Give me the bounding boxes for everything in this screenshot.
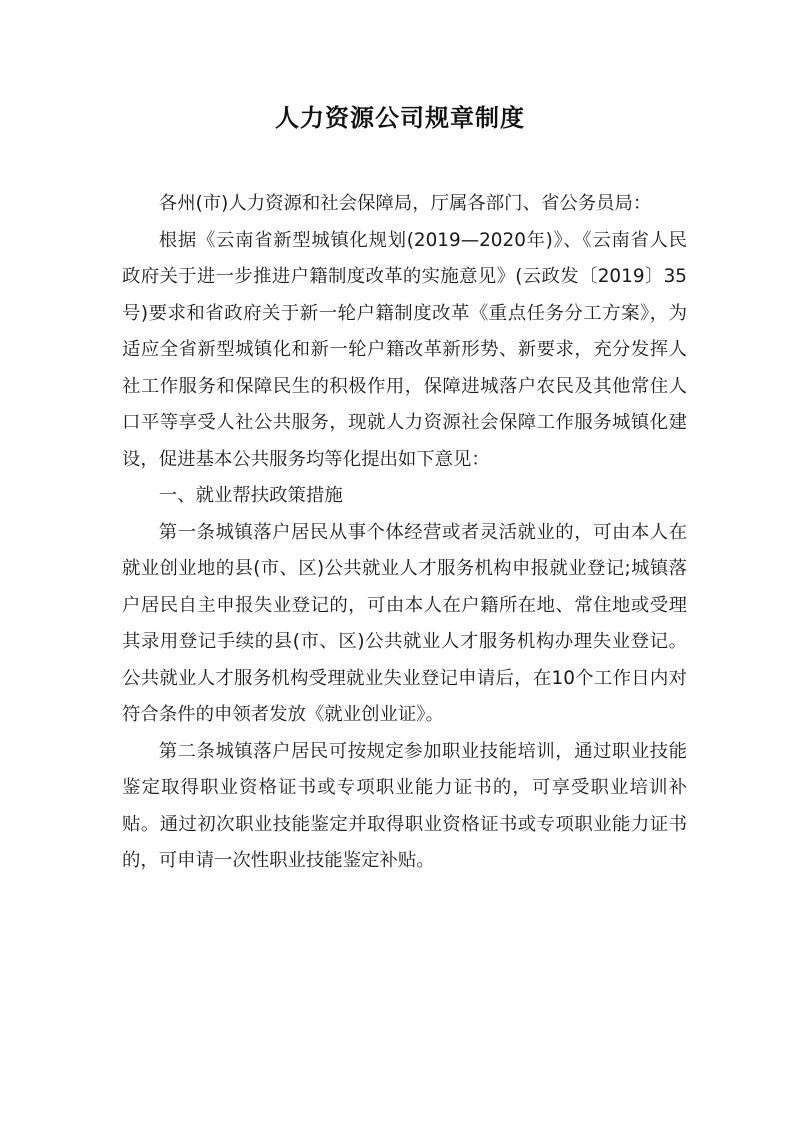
intro-paragraph: 根据《云南省新型城镇化规划(2019—2020年)》、《云南省人民政府关于进一步推进户籍制度改革的实施意见》(云政发〔2019〕35号)要求和省政府关于新一轮户籍制度改革《重点任务分工方案》，为适应全省新型城镇化和新一轮户籍改革新形势、新要求，充分发挥人社工作服务和保障民生的积极作用，保障进城落户农民及其他常住人口平等享受人社公共服务，现就人力资源社会保障工作服务城镇化建设，促进基本公共服务均等化提出如下意见： [122,229,687,470]
document-title: 人力资源公司规章制度 [275,104,525,132]
document-body [122,186,687,880]
article-1-paragraph: 第一条城镇落户居民从事个体经营或者灵活就业的，可由本人在就业创业地的县(市、区)公共就业人才服务机构申报就业登记;城镇落户居民自主申报失业登记的，可由本人在户籍所在地、常住地或受理其录用登记手续的县(市、区)公共就业人才服务机构办理失业登记。公共就业人才服务机构受理就业失业登记申请后，在10个工作日内对符合条件的申领者发放《就业创业证》。 [122,521,687,725]
section-heading: 一、就业帮扶政策措施 [158,485,343,506]
salutation-paragraph: 各州(市)人力资源和社会保障局，厅属各部门、省公务员局： [158,193,652,214]
article-2-paragraph: 第二条城镇落户居民可按规定参加职业技能培训，通过职业技能鉴定取得职业资格证书或专项职业能力证书的，可享受职业培训补贴。通过初次职业技能鉴定并取得职业资格证书或专项职业能力证书的，可申请一次性职业技能鉴定补贴。 [122,740,687,871]
